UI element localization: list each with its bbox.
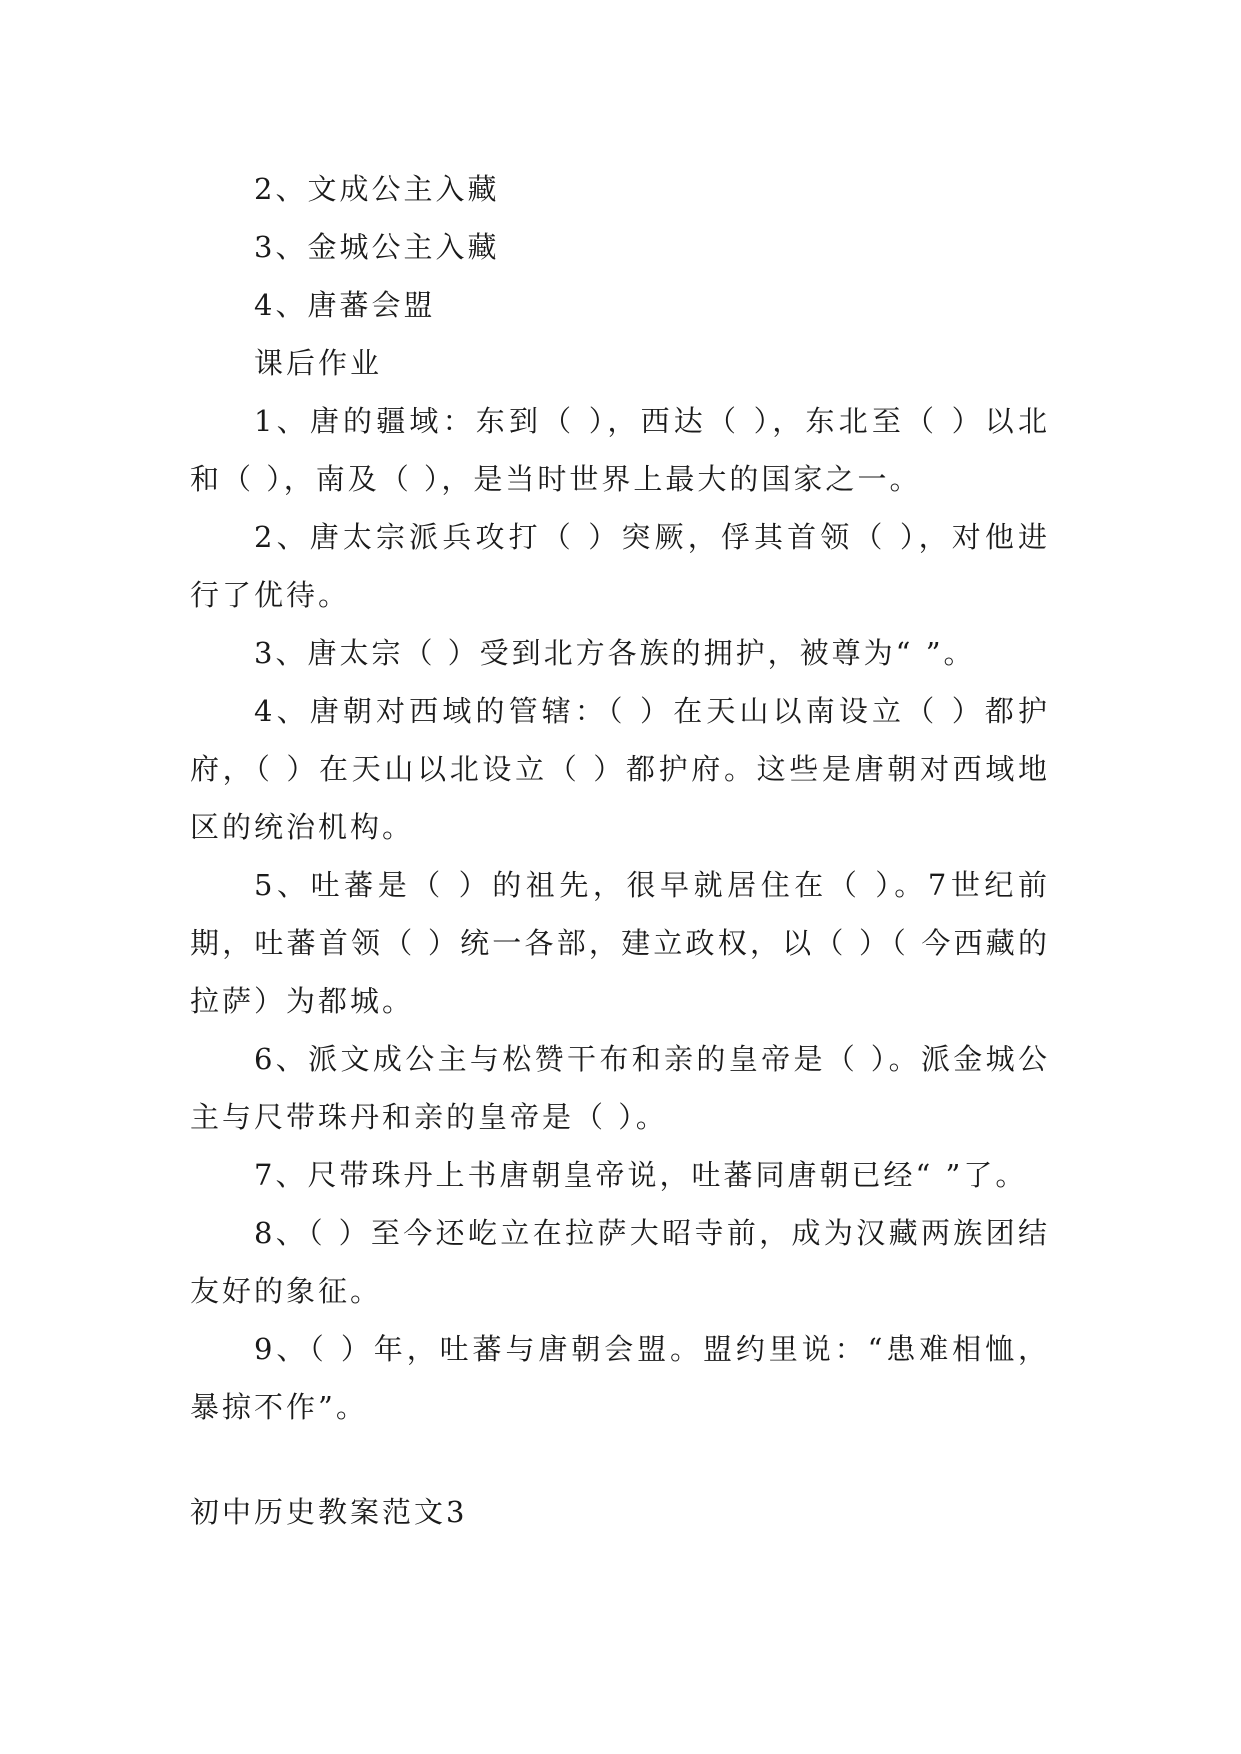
question-3: 3、唐太宗（ ）受到北方各族的拥护，被尊为“ ”。 bbox=[254, 636, 976, 670]
question-1: 1、唐的疆域：东到（ ），西达（ ），东北至（ ）以北和（ ），南及（ ），是当时世界上最大的国家之一。 bbox=[190, 404, 1050, 496]
question-8: 8、（ ）至今还屹立在拉萨大昭寺前，成为汉藏两族团结友好的象征。 bbox=[190, 1216, 1050, 1308]
question-4: 4、唐朝对西域的管辖：（ ）在天山以南设立（ ）都护府，（ ）在天山以北设立（ ）都护府。这些是唐朝对西域地区的统治机构。 bbox=[190, 694, 1050, 844]
list-item: 4、唐蕃会盟 bbox=[254, 288, 436, 322]
question-7: 7、尺带珠丹上书唐朝皇帝说，吐蕃同唐朝已经“ ”了。 bbox=[254, 1158, 1028, 1192]
page-content bbox=[190, 160, 1050, 1436]
section-heading: 初中历史教案范文3 bbox=[190, 1495, 468, 1529]
question-2: 2、唐太宗派兵攻打（ ）突厥，俘其首领（ ），对他进行了优待。 bbox=[190, 520, 1050, 612]
question-9: 9、（ ）年，吐蕃与唐朝会盟。盟约里说：“患难相恤，暴掠不作”。 bbox=[190, 1332, 1050, 1424]
list-item: 2、文成公主入藏 bbox=[254, 172, 500, 206]
question-6: 6、派文成公主与松赞干布和亲的皇帝是（ ）。派金城公主与尺带珠丹和亲的皇帝是（ ）。 bbox=[190, 1042, 1050, 1134]
list-item: 3、金城公主入藏 bbox=[254, 230, 500, 264]
question-5: 5、吐蕃是（ ）的祖先，很早就居住在（ ）。7世纪前期，吐蕃首领（ ）统一各部，建立政权，以（ ）（ 今西藏的拉萨）为都城。 bbox=[190, 868, 1050, 1018]
homework-heading: 课后作业 bbox=[254, 346, 383, 380]
